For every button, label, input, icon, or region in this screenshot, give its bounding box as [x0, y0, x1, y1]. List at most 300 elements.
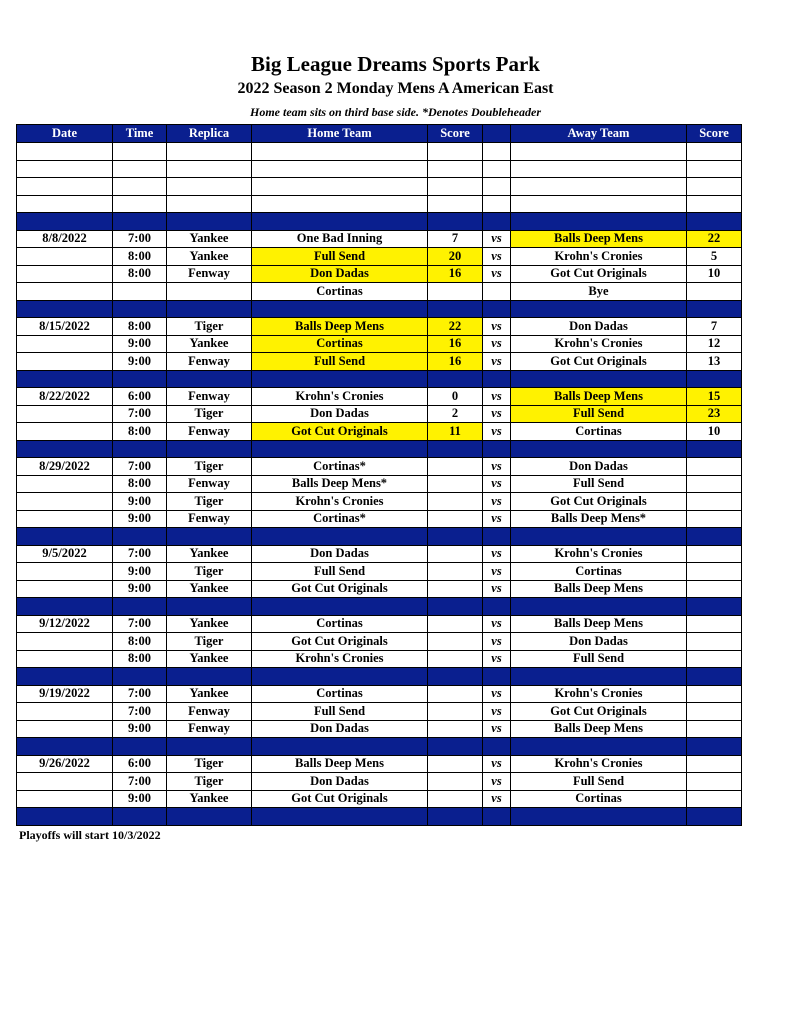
separator-cell	[511, 440, 687, 458]
separator-cell	[687, 528, 742, 546]
empty-cell	[252, 160, 428, 178]
home-team-cell: Balls Deep Mens	[252, 755, 428, 773]
empty-cell	[687, 143, 742, 161]
field-cell: Fenway	[167, 353, 252, 371]
separator-cell	[687, 370, 742, 388]
time-cell: 8:00	[113, 265, 167, 283]
home-team-cell: Got Cut Originals	[252, 580, 428, 598]
home-team-cell: Don Dadas	[252, 773, 428, 791]
vs-cell: vs	[483, 650, 511, 668]
time-cell: 9:00	[113, 510, 167, 528]
home-score-cell	[428, 475, 483, 493]
separator-cell	[428, 440, 483, 458]
week-separator	[17, 300, 742, 318]
separator-cell	[17, 598, 113, 616]
week-separator	[17, 370, 742, 388]
game-row	[17, 388, 742, 406]
game-row	[17, 265, 742, 283]
away-score-cell	[687, 685, 742, 703]
date-cell	[17, 510, 113, 528]
home-team-cell: Full Send	[252, 703, 428, 721]
time-cell: 7:00	[113, 458, 167, 476]
empty-cell	[428, 160, 483, 178]
vs-cell: vs	[483, 510, 511, 528]
game-row	[17, 423, 742, 441]
vs-cell: vs	[483, 755, 511, 773]
time-cell: 9:00	[113, 493, 167, 511]
time-cell: 8:00	[113, 423, 167, 441]
away-score-cell	[687, 493, 742, 511]
field-cell: Yankee	[167, 615, 252, 633]
home-team-cell: Cortinas	[252, 283, 428, 301]
separator-cell	[113, 808, 167, 826]
separator-cell	[511, 598, 687, 616]
game-row	[17, 773, 742, 791]
empty-cell	[17, 195, 113, 213]
vs-cell: vs	[483, 790, 511, 808]
game-row	[17, 615, 742, 633]
time-cell	[113, 283, 167, 301]
empty-cell	[483, 160, 511, 178]
column-header: Replica	[167, 125, 252, 143]
separator-cell	[428, 668, 483, 686]
empty-cell	[511, 160, 687, 178]
week-separator	[17, 668, 742, 686]
time-cell: 8:00	[113, 650, 167, 668]
field-cell: Yankee	[167, 248, 252, 266]
date-cell	[17, 563, 113, 581]
separator-cell	[483, 738, 511, 756]
game-row	[17, 563, 742, 581]
empty-cell	[252, 195, 428, 213]
game-row	[17, 545, 742, 563]
away-score-cell: 13	[687, 353, 742, 371]
away-score-cell: 7	[687, 318, 742, 336]
empty-cell	[687, 160, 742, 178]
home-score-cell	[428, 755, 483, 773]
time-cell: 9:00	[113, 563, 167, 581]
home-score-cell	[428, 703, 483, 721]
field-cell: Yankee	[167, 580, 252, 598]
empty-cell	[167, 143, 252, 161]
away-team-cell: Balls Deep Mens	[511, 720, 687, 738]
away-score-cell: 12	[687, 335, 742, 353]
date-cell	[17, 720, 113, 738]
separator-cell	[483, 668, 511, 686]
home-team-cell: Don Dadas	[252, 545, 428, 563]
separator-cell	[113, 668, 167, 686]
home-team-cell: Got Cut Originals	[252, 423, 428, 441]
vs-cell: vs	[483, 773, 511, 791]
separator-cell	[687, 808, 742, 826]
away-team-cell: Full Send	[511, 475, 687, 493]
empty-row	[17, 160, 742, 178]
home-score-cell	[428, 283, 483, 301]
separator-cell	[113, 213, 167, 231]
separator-cell	[167, 213, 252, 231]
separator-cell	[167, 598, 252, 616]
empty-row	[17, 178, 742, 196]
home-score-cell	[428, 458, 483, 476]
date-cell	[17, 703, 113, 721]
vs-cell: vs	[483, 318, 511, 336]
empty-cell	[511, 195, 687, 213]
date-cell	[17, 335, 113, 353]
column-header: Score	[687, 125, 742, 143]
vs-cell: vs	[483, 633, 511, 651]
field-cell: Fenway	[167, 703, 252, 721]
home-team-cell: Cortinas*	[252, 510, 428, 528]
home-team-cell: Don Dadas	[252, 405, 428, 423]
field-cell: Tiger	[167, 318, 252, 336]
empty-cell	[113, 160, 167, 178]
game-row	[17, 230, 742, 248]
separator-cell	[17, 808, 113, 826]
away-score-cell	[687, 545, 742, 563]
away-team-cell: Balls Deep Mens	[511, 388, 687, 406]
separator-cell	[511, 370, 687, 388]
home-score-cell: 16	[428, 265, 483, 283]
field-cell	[167, 283, 252, 301]
empty-cell	[483, 178, 511, 196]
schedule-table	[16, 124, 742, 826]
separator-cell	[511, 300, 687, 318]
week-separator	[17, 808, 742, 826]
time-cell: 9:00	[113, 790, 167, 808]
date-cell	[17, 790, 113, 808]
separator-cell	[483, 528, 511, 546]
away-team-cell: Balls Deep Mens	[511, 230, 687, 248]
empty-cell	[252, 178, 428, 196]
time-cell: 9:00	[113, 720, 167, 738]
away-score-cell	[687, 650, 742, 668]
vs-cell: vs	[483, 458, 511, 476]
table-header-row	[17, 125, 742, 143]
separator-cell	[428, 300, 483, 318]
week-separator	[17, 440, 742, 458]
away-score-cell	[687, 580, 742, 598]
empty-cell	[428, 178, 483, 196]
home-score-cell: 11	[428, 423, 483, 441]
separator-cell	[428, 370, 483, 388]
date-cell	[17, 405, 113, 423]
field-cell: Tiger	[167, 773, 252, 791]
time-cell: 8:00	[113, 248, 167, 266]
date-cell	[17, 633, 113, 651]
field-cell: Yankee	[167, 650, 252, 668]
column-header: Score	[428, 125, 483, 143]
time-cell: 7:00	[113, 615, 167, 633]
away-team-cell: Got Cut Originals	[511, 265, 687, 283]
field-cell: Fenway	[167, 475, 252, 493]
column-header: Time	[113, 125, 167, 143]
field-cell: Fenway	[167, 265, 252, 283]
date-cell	[17, 580, 113, 598]
away-score-cell	[687, 720, 742, 738]
time-cell: 6:00	[113, 755, 167, 773]
time-cell: 8:00	[113, 475, 167, 493]
date-cell: 9/5/2022	[17, 545, 113, 563]
field-cell: Yankee	[167, 230, 252, 248]
field-cell: Tiger	[167, 633, 252, 651]
separator-cell	[113, 598, 167, 616]
home-team-cell: Krohn's Cronies	[252, 388, 428, 406]
separator-cell	[687, 668, 742, 686]
field-cell: Tiger	[167, 563, 252, 581]
home-score-cell: 16	[428, 335, 483, 353]
away-team-cell: Full Send	[511, 650, 687, 668]
game-row	[17, 283, 742, 301]
game-row	[17, 318, 742, 336]
away-team-cell: Cortinas	[511, 563, 687, 581]
home-team-cell: Krohn's Cronies	[252, 650, 428, 668]
separator-cell	[17, 213, 113, 231]
home-score-cell	[428, 510, 483, 528]
away-team-cell: Krohn's Cronies	[511, 545, 687, 563]
game-row	[17, 720, 742, 738]
separator-cell	[167, 668, 252, 686]
date-cell	[17, 475, 113, 493]
game-row	[17, 335, 742, 353]
game-row	[17, 405, 742, 423]
date-cell: 9/26/2022	[17, 755, 113, 773]
field-cell: Yankee	[167, 790, 252, 808]
separator-cell	[17, 738, 113, 756]
empty-cell	[167, 160, 252, 178]
away-team-cell: Cortinas	[511, 790, 687, 808]
time-cell: 8:00	[113, 318, 167, 336]
separator-cell	[483, 300, 511, 318]
time-cell: 7:00	[113, 685, 167, 703]
home-team-cell: Full Send	[252, 248, 428, 266]
separator-cell	[687, 440, 742, 458]
home-team-cell: Cortinas*	[252, 458, 428, 476]
home-score-cell: 7	[428, 230, 483, 248]
away-team-cell: Balls Deep Mens*	[511, 510, 687, 528]
away-score-cell: 10	[687, 423, 742, 441]
vs-cell: vs	[483, 685, 511, 703]
vs-cell: vs	[483, 353, 511, 371]
empty-cell	[687, 195, 742, 213]
separator-cell	[483, 808, 511, 826]
separator-cell	[17, 440, 113, 458]
home-score-cell: 2	[428, 405, 483, 423]
date-cell: 8/22/2022	[17, 388, 113, 406]
vs-cell: vs	[483, 335, 511, 353]
away-team-cell: Got Cut Originals	[511, 493, 687, 511]
home-score-cell: 20	[428, 248, 483, 266]
vs-cell: vs	[483, 475, 511, 493]
away-score-cell	[687, 510, 742, 528]
empty-cell	[428, 143, 483, 161]
separator-cell	[17, 528, 113, 546]
date-cell	[17, 283, 113, 301]
away-score-cell	[687, 283, 742, 301]
away-team-cell: Balls Deep Mens	[511, 580, 687, 598]
separator-cell	[252, 668, 428, 686]
time-cell: 6:00	[113, 388, 167, 406]
time-cell: 8:00	[113, 633, 167, 651]
separator-cell	[252, 300, 428, 318]
away-team-cell: Bye	[511, 283, 687, 301]
empty-row	[17, 143, 742, 161]
separator-cell	[167, 738, 252, 756]
week-separator	[17, 528, 742, 546]
game-row	[17, 685, 742, 703]
separator-cell	[167, 300, 252, 318]
date-cell	[17, 650, 113, 668]
field-cell: Fenway	[167, 423, 252, 441]
away-score-cell	[687, 755, 742, 773]
vs-cell	[483, 283, 511, 301]
home-team-cell: Cortinas	[252, 335, 428, 353]
separator-cell	[687, 300, 742, 318]
field-cell: Yankee	[167, 685, 252, 703]
date-cell	[17, 353, 113, 371]
home-score-cell: 22	[428, 318, 483, 336]
home-score-cell	[428, 650, 483, 668]
playoffs-note: Playoffs will start 10/3/2022	[19, 828, 161, 842]
game-row	[17, 580, 742, 598]
empty-cell	[17, 178, 113, 196]
separator-cell	[687, 738, 742, 756]
home-team-cell: Krohn's Cronies	[252, 493, 428, 511]
empty-cell	[511, 143, 687, 161]
home-team-cell: Full Send	[252, 353, 428, 371]
separator-cell	[511, 668, 687, 686]
home-team-cell: Cortinas	[252, 615, 428, 633]
empty-cell	[687, 178, 742, 196]
empty-cell	[428, 195, 483, 213]
separator-cell	[687, 598, 742, 616]
home-team-cell: Got Cut Originals	[252, 790, 428, 808]
separator-cell	[483, 213, 511, 231]
game-row	[17, 790, 742, 808]
away-score-cell: 23	[687, 405, 742, 423]
away-score-cell	[687, 773, 742, 791]
vs-cell: vs	[483, 545, 511, 563]
empty-cell	[252, 143, 428, 161]
separator-cell	[252, 370, 428, 388]
away-team-cell: Got Cut Originals	[511, 703, 687, 721]
separator-cell	[428, 213, 483, 231]
page-title: Big League Dreams Sports Park	[251, 52, 540, 76]
game-row	[17, 475, 742, 493]
week-separator	[17, 738, 742, 756]
column-header: Date	[17, 125, 113, 143]
home-team-cell: One Bad Inning	[252, 230, 428, 248]
field-cell: Fenway	[167, 388, 252, 406]
away-team-cell: Don Dadas	[511, 458, 687, 476]
home-score-cell	[428, 493, 483, 511]
home-score-cell: 0	[428, 388, 483, 406]
time-cell: 7:00	[113, 230, 167, 248]
game-row	[17, 650, 742, 668]
date-cell: 9/12/2022	[17, 615, 113, 633]
separator-cell	[167, 528, 252, 546]
date-cell	[17, 423, 113, 441]
date-cell: 8/15/2022	[17, 318, 113, 336]
away-team-cell: Don Dadas	[511, 633, 687, 651]
empty-cell	[113, 143, 167, 161]
away-score-cell	[687, 633, 742, 651]
separator-cell	[511, 213, 687, 231]
time-cell: 7:00	[113, 545, 167, 563]
home-score-cell	[428, 720, 483, 738]
separator-cell	[252, 808, 428, 826]
separator-cell	[113, 528, 167, 546]
separator-cell	[17, 668, 113, 686]
date-cell: 9/19/2022	[17, 685, 113, 703]
home-score-cell	[428, 685, 483, 703]
field-cell: Tiger	[167, 405, 252, 423]
date-cell	[17, 773, 113, 791]
page-subtitle: 2022 Season 2 Monday Mens A American East	[237, 80, 554, 97]
away-team-cell: Cortinas	[511, 423, 687, 441]
home-team-cell: Balls Deep Mens	[252, 318, 428, 336]
separator-cell	[113, 300, 167, 318]
empty-cell	[483, 143, 511, 161]
empty-cell	[113, 195, 167, 213]
vs-cell: vs	[483, 563, 511, 581]
separator-cell	[483, 440, 511, 458]
time-cell: 7:00	[113, 405, 167, 423]
home-score-cell	[428, 790, 483, 808]
field-cell: Tiger	[167, 458, 252, 476]
home-team-cell: Balls Deep Mens*	[252, 475, 428, 493]
vs-cell: vs	[483, 248, 511, 266]
column-header: Home Team	[252, 125, 428, 143]
field-cell: Tiger	[167, 755, 252, 773]
game-row	[17, 633, 742, 651]
separator-cell	[167, 440, 252, 458]
schedule-body	[17, 143, 742, 826]
away-score-cell	[687, 703, 742, 721]
away-score-cell: 15	[687, 388, 742, 406]
week-separator	[17, 213, 742, 231]
date-cell: 8/8/2022	[17, 230, 113, 248]
separator-cell	[511, 738, 687, 756]
game-row	[17, 458, 742, 476]
separator-cell	[252, 738, 428, 756]
away-score-cell	[687, 790, 742, 808]
field-cell: Tiger	[167, 493, 252, 511]
separator-cell	[511, 808, 687, 826]
separator-cell	[428, 808, 483, 826]
empty-cell	[167, 178, 252, 196]
away-team-cell: Got Cut Originals	[511, 353, 687, 371]
home-team-cell: Don Dadas	[252, 265, 428, 283]
away-team-cell: Krohn's Cronies	[511, 335, 687, 353]
empty-cell	[511, 178, 687, 196]
home-score-cell	[428, 563, 483, 581]
home-team-cell: Full Send	[252, 563, 428, 581]
separator-cell	[252, 440, 428, 458]
column-header	[483, 125, 511, 143]
home-score-cell	[428, 615, 483, 633]
vs-cell: vs	[483, 265, 511, 283]
home-score-cell	[428, 633, 483, 651]
separator-cell	[252, 598, 428, 616]
away-score-cell: 22	[687, 230, 742, 248]
vs-cell: vs	[483, 423, 511, 441]
game-row	[17, 353, 742, 371]
away-score-cell: 10	[687, 265, 742, 283]
vs-cell: vs	[483, 388, 511, 406]
away-score-cell: 5	[687, 248, 742, 266]
home-score-cell	[428, 545, 483, 563]
time-cell: 9:00	[113, 335, 167, 353]
